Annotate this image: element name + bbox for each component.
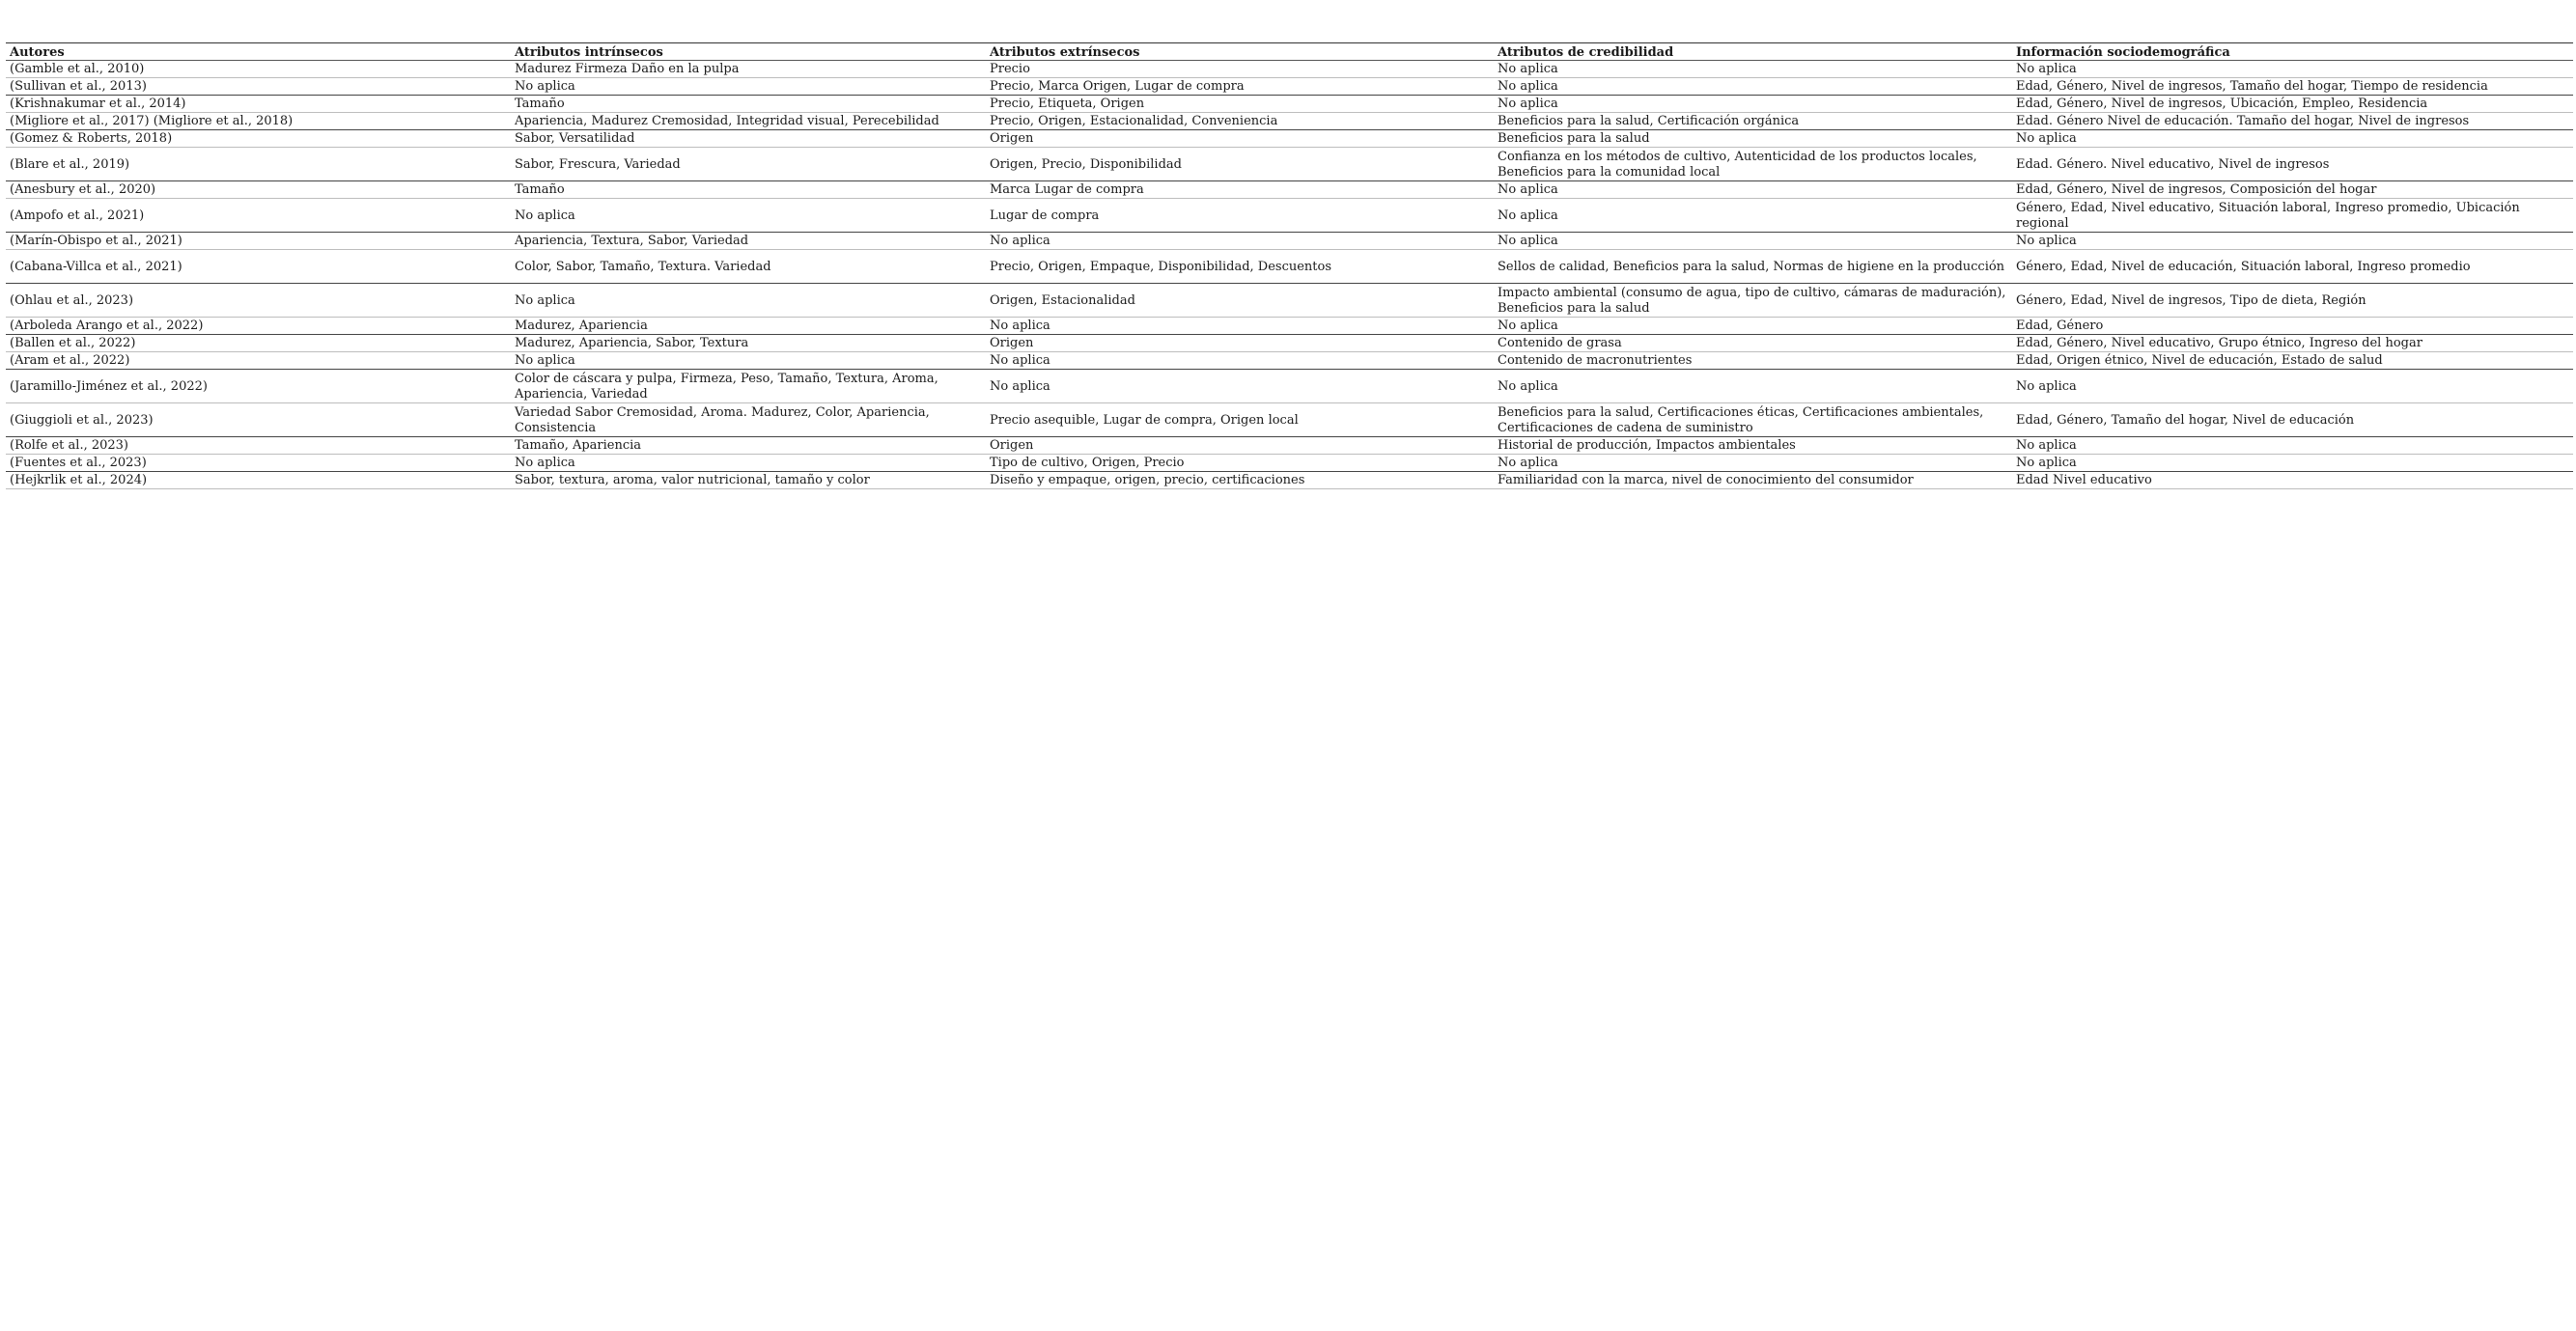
- cell-sociodemografica: Edad, Origen étnico, Nivel de educación, Estado de salud: [2012, 352, 2573, 370]
- cell-credibilidad: No aplica: [1494, 370, 2012, 403]
- table-row: [6, 370, 2573, 403]
- cell-intrinsecos: No aplica: [511, 78, 986, 96]
- cell-extrinsecos: Origen, Precio, Disponibilidad: [986, 148, 1494, 181]
- cell-credibilidad: No aplica: [1494, 318, 2012, 335]
- cell-credibilidad: Confianza en los métodos de cultivo, Autenticidad de los productos locales, Beneficios para la comunidad local: [1494, 148, 2012, 181]
- table-row: [6, 113, 2573, 130]
- cell-extrinsecos: No aplica: [986, 318, 1494, 335]
- cell-intrinsecos: Madurez Firmeza Daño en la pulpa: [511, 61, 986, 78]
- header-informacion-sociodemografica: Información sociodemográfica: [2012, 43, 2573, 61]
- table-row: [6, 318, 2573, 335]
- table-row: [6, 455, 2573, 472]
- cell-intrinsecos: Tamaño, Apariencia: [511, 437, 986, 455]
- cell-autores: (Migliore et al., 2017) (Migliore et al., 2018): [6, 113, 511, 130]
- table-row: [6, 437, 2573, 455]
- cell-intrinsecos: Madurez, Apariencia: [511, 318, 986, 335]
- cell-sociodemografica: No aplica: [2012, 233, 2573, 250]
- cell-credibilidad: Impacto ambiental (consumo de agua, tipo de cultivo, cámaras de maduración), Beneficios para la salud: [1494, 284, 2012, 318]
- cell-autores: (Giuggioli et al., 2023): [6, 403, 511, 437]
- table-row: [6, 403, 2573, 437]
- cell-autores: (Gamble et al., 2010): [6, 61, 511, 78]
- cell-autores: (Marín-Obispo et al., 2021): [6, 233, 511, 250]
- cell-autores: (Fuentes et al., 2023): [6, 455, 511, 472]
- cell-intrinsecos: Tamaño: [511, 96, 986, 113]
- cell-intrinsecos: Apariencia, Textura, Sabor, Variedad: [511, 233, 986, 250]
- cell-autores: (Hejkrlik et al., 2024): [6, 472, 511, 489]
- cell-autores: (Arboleda Arango et al., 2022): [6, 318, 511, 335]
- cell-autores: (Ballen et al., 2022): [6, 335, 511, 352]
- cell-intrinsecos: Sabor, Versatilidad: [511, 130, 986, 148]
- cell-extrinsecos: Precio asequible, Lugar de compra, Origen local: [986, 403, 1494, 437]
- cell-credibilidad: No aplica: [1494, 78, 2012, 96]
- table-row: [6, 61, 2573, 78]
- cell-sociodemografica: No aplica: [2012, 437, 2573, 455]
- cell-autores: (Cabana-Villca et al., 2021): [6, 250, 511, 284]
- cell-extrinsecos: Precio, Marca Origen, Lugar de compra: [986, 78, 1494, 96]
- cell-credibilidad: No aplica: [1494, 233, 2012, 250]
- cell-sociodemografica: Edad, Género, Nivel de ingresos, Composición del hogar: [2012, 181, 2573, 199]
- cell-intrinsecos: Madurez, Apariencia, Sabor, Textura: [511, 335, 986, 352]
- cell-intrinsecos: No aplica: [511, 455, 986, 472]
- cell-autores: (Jaramillo-Jiménez et al., 2022): [6, 370, 511, 403]
- cell-autores: (Blare et al., 2019): [6, 148, 511, 181]
- header-autores: Autores: [6, 43, 511, 61]
- cell-credibilidad: Familiaridad con la marca, nivel de conocimiento del consumidor: [1494, 472, 2012, 489]
- cell-sociodemografica: Edad, Género, Nivel educativo, Grupo étnico, Ingreso del hogar: [2012, 335, 2573, 352]
- cell-sociodemografica: Género, Edad, Nivel de ingresos, Tipo de dieta, Región: [2012, 284, 2573, 318]
- cell-extrinsecos: Marca Lugar de compra: [986, 181, 1494, 199]
- cell-extrinsecos: Precio, Origen, Empaque, Disponibilidad, Descuentos: [986, 250, 1494, 284]
- cell-sociodemografica: Edad, Género, Nivel de ingresos, Ubicación, Empleo, Residencia: [2012, 96, 2573, 113]
- cell-credibilidad: Sellos de calidad, Beneficios para la salud, Normas de higiene en la producción: [1494, 250, 2012, 284]
- cell-intrinsecos: No aplica: [511, 284, 986, 318]
- cell-intrinsecos: No aplica: [511, 352, 986, 370]
- cell-sociodemografica: No aplica: [2012, 61, 2573, 78]
- cell-extrinsecos: No aplica: [986, 370, 1494, 403]
- cell-autores: (Anesbury et al., 2020): [6, 181, 511, 199]
- cell-extrinsecos: Precio, Origen, Estacionalidad, Conveniencia: [986, 113, 1494, 130]
- cell-intrinsecos: Color, Sabor, Tamaño, Textura. Variedad: [511, 250, 986, 284]
- cell-credibilidad: Contenido de macronutrientes: [1494, 352, 2012, 370]
- cell-autores: (Sullivan et al., 2013): [6, 78, 511, 96]
- cell-credibilidad: No aplica: [1494, 455, 2012, 472]
- cell-sociodemografica: No aplica: [2012, 370, 2573, 403]
- cell-extrinsecos: Lugar de compra: [986, 199, 1494, 233]
- cell-sociodemografica: No aplica: [2012, 130, 2573, 148]
- cell-autores: (Ohlau et al., 2023): [6, 284, 511, 318]
- cell-credibilidad: No aplica: [1494, 181, 2012, 199]
- table-row: [6, 472, 2573, 489]
- cell-extrinsecos: Tipo de cultivo, Origen, Precio: [986, 455, 1494, 472]
- cell-intrinsecos: Tamaño: [511, 181, 986, 199]
- table-row: [6, 148, 2573, 181]
- cell-credibilidad: Beneficios para la salud, Certificación orgánica: [1494, 113, 2012, 130]
- cell-sociodemografica: No aplica: [2012, 455, 2573, 472]
- table-row: [6, 181, 2573, 199]
- attributes-table: [6, 42, 2573, 489]
- table-row: [6, 199, 2573, 233]
- cell-sociodemografica: Edad. Género Nivel de educación. Tamaño del hogar, Nivel de ingresos: [2012, 113, 2573, 130]
- cell-extrinsecos: Precio, Etiqueta, Origen: [986, 96, 1494, 113]
- header-atributos-intrinsecos: Atributos intrínsecos: [511, 43, 986, 61]
- cell-credibilidad: No aplica: [1494, 96, 2012, 113]
- cell-autores: (Ampofo et al., 2021): [6, 199, 511, 233]
- table-row: [6, 96, 2573, 113]
- cell-extrinsecos: Origen, Estacionalidad: [986, 284, 1494, 318]
- cell-sociodemografica: Edad, Género, Tamaño del hogar, Nivel de educación: [2012, 403, 2573, 437]
- cell-credibilidad: No aplica: [1494, 61, 2012, 78]
- cell-intrinsecos: Color de cáscara y pulpa, Firmeza, Peso, Tamaño, Textura, Aroma, Apariencia, Variedad: [511, 370, 986, 403]
- cell-autores: (Aram et al., 2022): [6, 352, 511, 370]
- cell-extrinsecos: Origen: [986, 130, 1494, 148]
- cell-autores: (Krishnakumar et al., 2014): [6, 96, 511, 113]
- cell-intrinsecos: Sabor, Frescura, Variedad: [511, 148, 986, 181]
- attributes-table-container: [6, 42, 2573, 489]
- cell-credibilidad: Historial de producción, Impactos ambientales: [1494, 437, 2012, 455]
- cell-autores: (Gomez & Roberts, 2018): [6, 130, 511, 148]
- cell-autores: (Rolfe et al., 2023): [6, 437, 511, 455]
- cell-intrinsecos: Apariencia, Madurez Cremosidad, Integridad visual, Perecebilidad: [511, 113, 986, 130]
- header-atributos-credibilidad: Atributos de credibilidad: [1494, 43, 2012, 61]
- table-row: [6, 250, 2573, 284]
- cell-sociodemografica: Género, Edad, Nivel de educación, Situación laboral, Ingreso promedio: [2012, 250, 2573, 284]
- table-header-row: [6, 43, 2573, 61]
- cell-sociodemografica: Edad, Género: [2012, 318, 2573, 335]
- cell-extrinsecos: No aplica: [986, 352, 1494, 370]
- table-row: [6, 130, 2573, 148]
- cell-intrinsecos: No aplica: [511, 199, 986, 233]
- cell-sociodemografica: Edad, Género, Nivel de ingresos, Tamaño del hogar, Tiempo de residencia: [2012, 78, 2573, 96]
- cell-extrinsecos: No aplica: [986, 233, 1494, 250]
- cell-credibilidad: No aplica: [1494, 199, 2012, 233]
- cell-extrinsecos: Origen: [986, 437, 1494, 455]
- header-atributos-extrinsecos: Atributos extrínsecos: [986, 43, 1494, 61]
- table-row: [6, 233, 2573, 250]
- cell-intrinsecos: Sabor, textura, aroma, valor nutricional, tamaño y color: [511, 472, 986, 489]
- cell-credibilidad: Contenido de grasa: [1494, 335, 2012, 352]
- cell-credibilidad: Beneficios para la salud, Certificaciones éticas, Certificaciones ambientales, Certificaciones de cadena de suministro: [1494, 403, 2012, 437]
- table-row: [6, 78, 2573, 96]
- table-row: [6, 335, 2573, 352]
- cell-extrinsecos: Precio: [986, 61, 1494, 78]
- table-row: [6, 284, 2573, 318]
- cell-sociodemografica: Edad Nivel educativo: [2012, 472, 2573, 489]
- cell-extrinsecos: Origen: [986, 335, 1494, 352]
- cell-sociodemografica: Género, Edad, Nivel educativo, Situación laboral, Ingreso promedio, Ubicación regional: [2012, 199, 2573, 233]
- table-row: [6, 352, 2573, 370]
- cell-intrinsecos: Variedad Sabor Cremosidad, Aroma. Madurez, Color, Apariencia, Consistencia: [511, 403, 986, 437]
- cell-credibilidad: Beneficios para la salud: [1494, 130, 2012, 148]
- cell-extrinsecos: Diseño y empaque, origen, precio, certificaciones: [986, 472, 1494, 489]
- cell-sociodemografica: Edad. Género. Nivel educativo, Nivel de ingresos: [2012, 148, 2573, 181]
